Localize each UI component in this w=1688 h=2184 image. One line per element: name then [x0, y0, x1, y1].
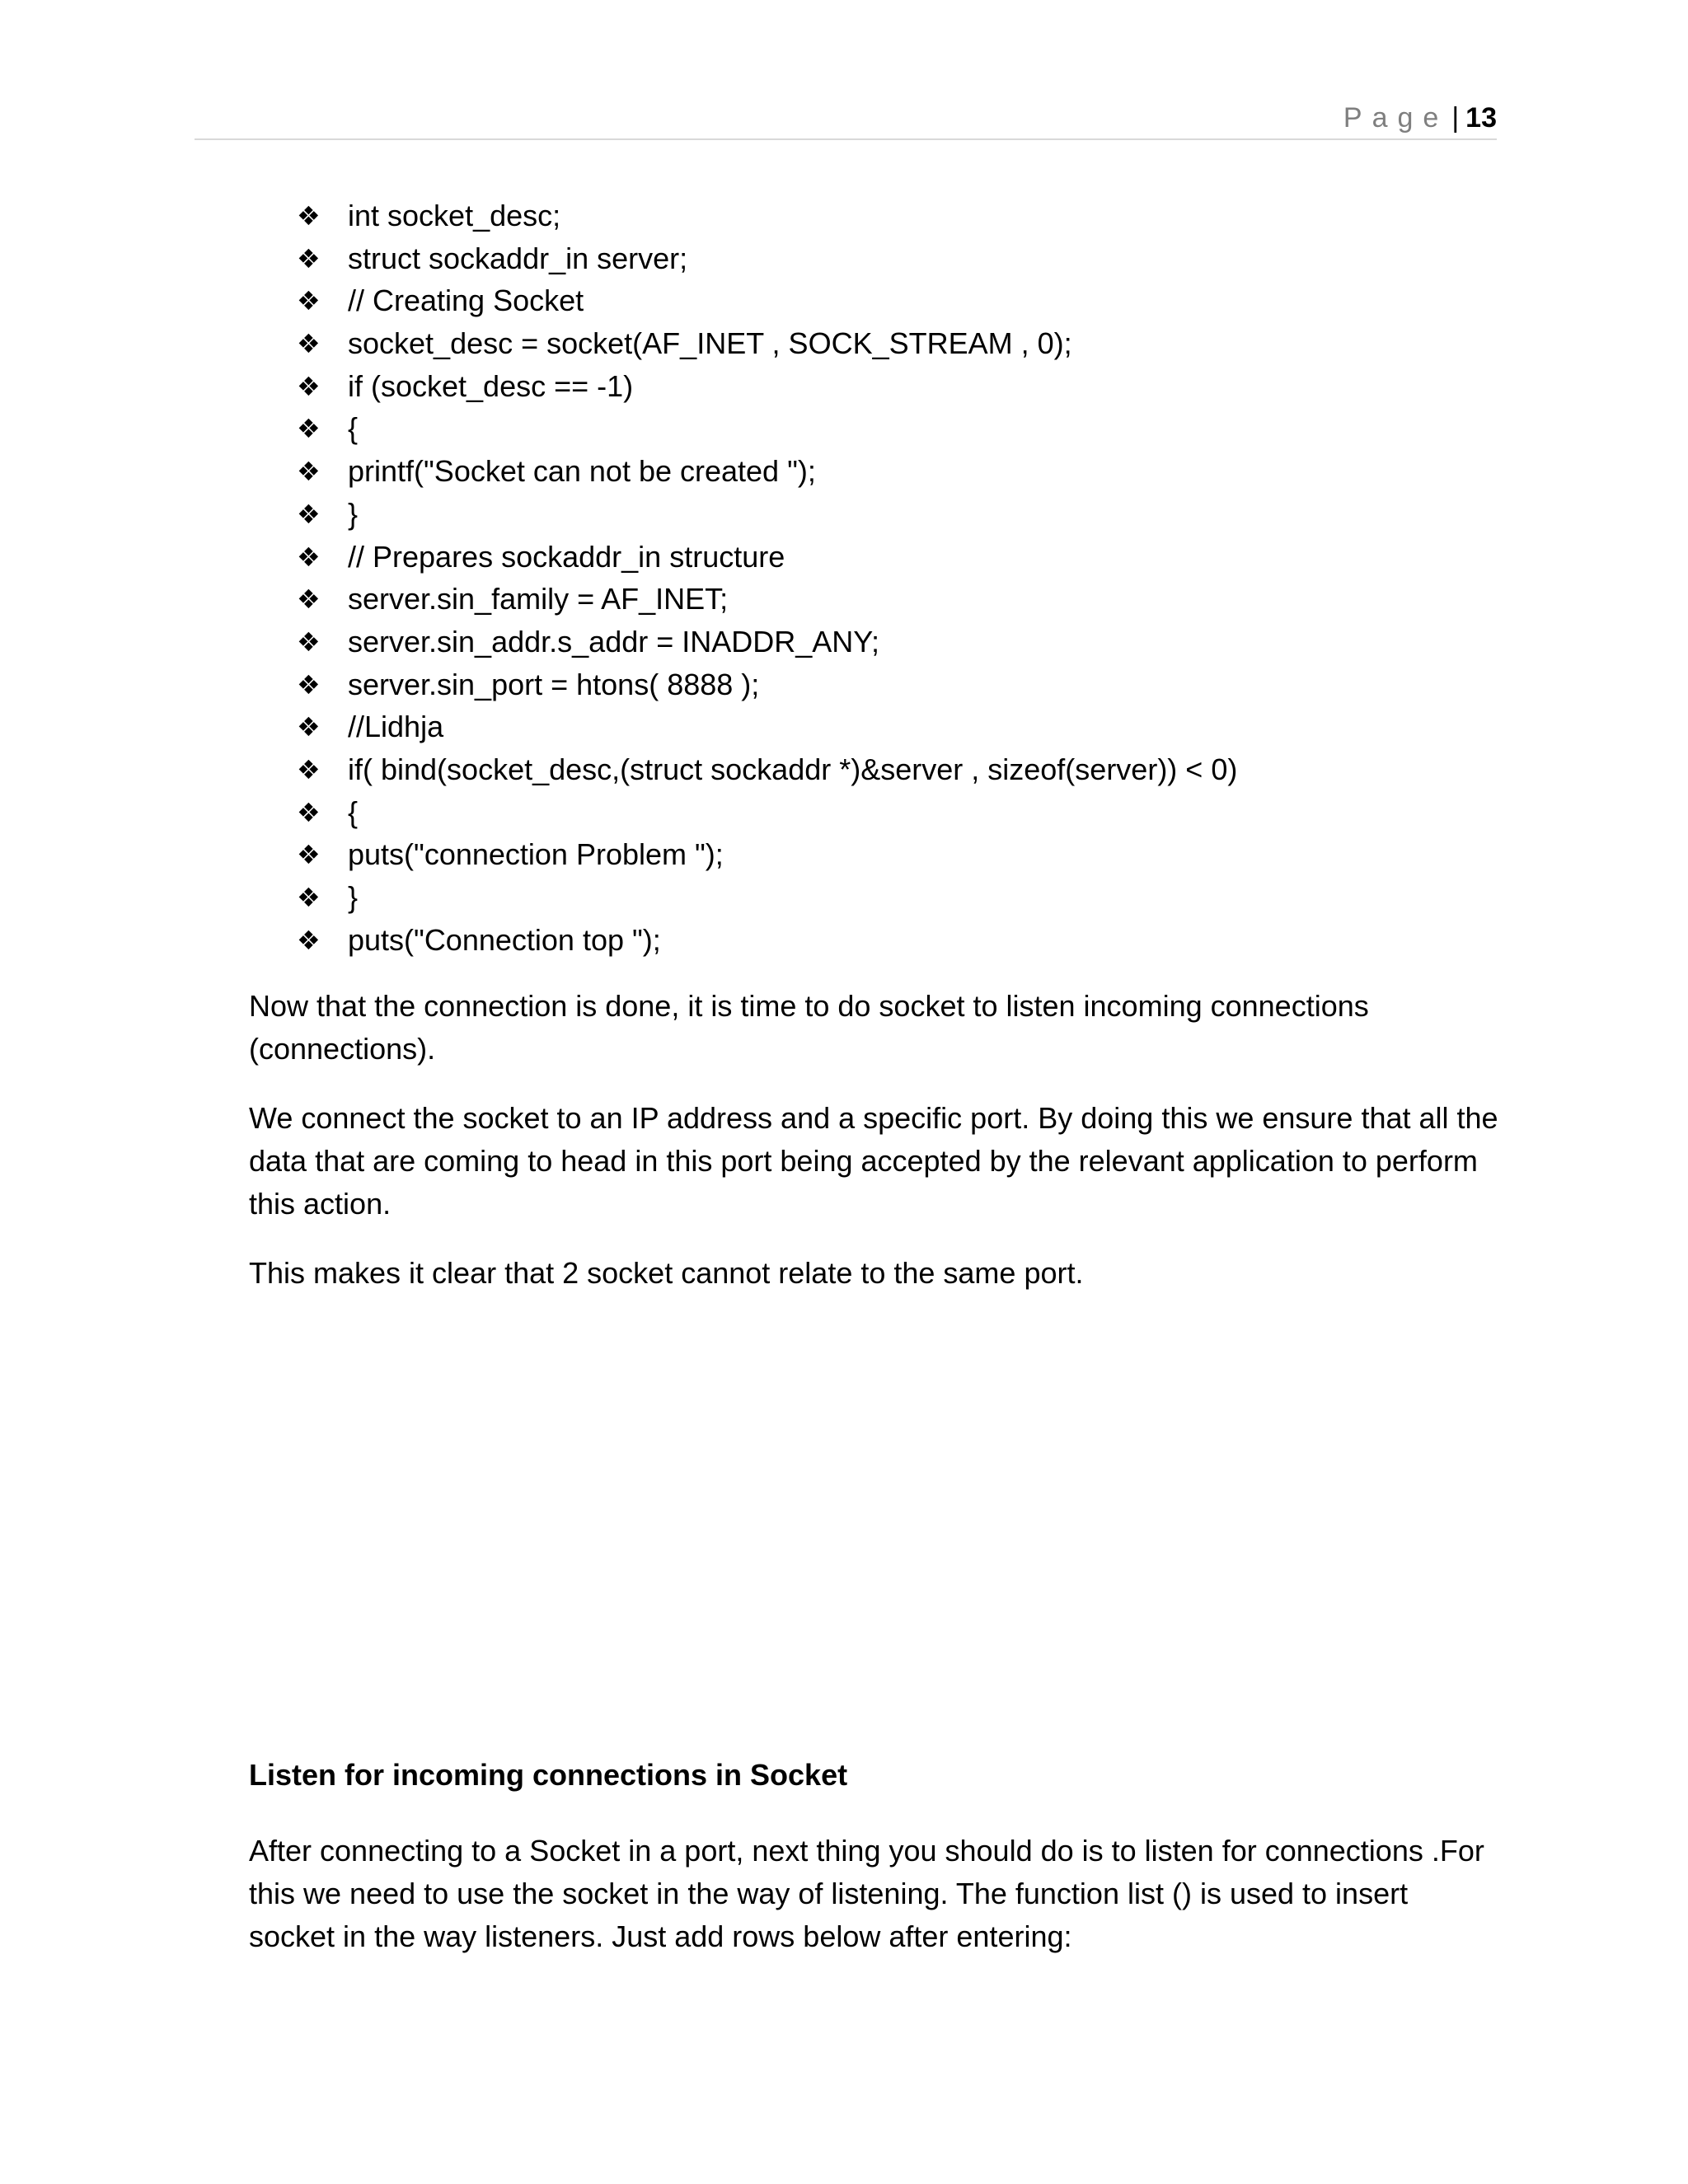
diamond-four-petal-icon: ❖: [297, 457, 321, 487]
code-bullet-item: [297, 663, 1237, 706]
page-number-label: [1343, 97, 1497, 138]
code-bullet-item: [297, 536, 1237, 579]
code-bullet-item: [297, 833, 1237, 876]
diamond-four-petal-icon: ❖: [297, 840, 321, 870]
code-line-text: puts("connection Problem ");: [348, 837, 724, 872]
paragraph-ip-port: We connect the socket to an IP address and a specific port. By doing this we ensure that all the data that are coming to head in this port being accepted by the relevant application to perform this action.: [249, 1101, 1498, 1221]
diamond-four-petal-icon: ❖: [297, 201, 321, 231]
diamond-four-petal-icon: ❖: [297, 754, 321, 785]
diamond-four-petal-icon: ❖: [297, 243, 321, 274]
code-bullet-item: [297, 279, 1237, 322]
code-line-text: }: [348, 880, 359, 914]
paragraph-same-port: This makes it clear that 2 socket cannot relate to the same port.: [249, 1256, 1084, 1290]
code-bullet-list: [297, 194, 1237, 961]
code-line-text: if( bind(socket_desc,(struct sockaddr *)&server , sizeof(server)) < 0): [348, 752, 1238, 786]
code-line-text: int socket_desc;: [348, 199, 561, 232]
code-line-text: {: [348, 794, 359, 829]
code-bullet-item: [297, 578, 1237, 621]
diamond-four-petal-icon: ❖: [297, 883, 321, 912]
page-number: 13: [1465, 102, 1497, 134]
section-heading: Listen for incoming connections in Socket: [249, 1758, 848, 1792]
code-bullet-item: [297, 237, 1237, 280]
diamond-four-petal-icon: ❖: [297, 584, 321, 615]
diamond-four-petal-icon: ❖: [297, 626, 321, 657]
diamond-four-petal-icon: ❖: [297, 499, 321, 529]
paragraph-connection-done: Now that the connection is done, it is time to do socket to listen incoming connections (connections).: [249, 989, 1369, 1066]
code-line-text: // Prepares sockaddr_in structure: [348, 539, 785, 574]
code-bullet-item: [297, 407, 1237, 450]
page-word: Page: [1343, 102, 1449, 134]
code-line-text: printf("Socket can not be created ");: [348, 454, 816, 489]
diamond-four-petal-icon: ❖: [297, 414, 321, 444]
code-line-text: server.sin_port = htons( 8888 );: [348, 667, 760, 701]
diamond-four-petal-icon: ❖: [297, 286, 321, 316]
code-line-text: server.sin_family = AF_INET;: [348, 582, 729, 616]
diamond-four-petal-icon: ❖: [297, 797, 321, 827]
code-line-text: if (socket_desc == -1): [348, 368, 634, 403]
diamond-four-petal-icon: ❖: [297, 669, 321, 700]
code-bullet-item: [297, 919, 1237, 962]
code-bullet-item: [297, 748, 1237, 791]
code-line-text: }: [348, 496, 359, 531]
diamond-four-petal-icon: ❖: [297, 371, 321, 401]
paragraph-listen: After connecting to a Socket in a port, next thing you should do is to listen for connections .For this we need to use the socket in the way of listening. The function list () is used to insert socket in the way listeners. Just add rows below after entering:: [249, 1834, 1484, 1953]
code-line-text: puts("Connection top ");: [348, 922, 661, 957]
diamond-four-petal-icon: ❖: [297, 925, 321, 955]
code-line-text: //Lidhja: [348, 710, 444, 744]
code-bullet-item: [297, 365, 1237, 408]
diamond-four-petal-icon: ❖: [297, 712, 321, 743]
code-line-text: struct sockaddr_in server;: [348, 241, 688, 275]
diamond-four-petal-icon: ❖: [297, 541, 321, 572]
code-bullet-item: [297, 705, 1237, 748]
code-bullet-item: [297, 876, 1237, 919]
code-bullet-item: [297, 493, 1237, 536]
code-bullet-item: [297, 194, 1237, 237]
code-bullet-item: [297, 322, 1237, 365]
page-header: [195, 97, 1497, 140]
code-line-text: // Creating Socket: [348, 284, 584, 318]
code-bullet-item: [297, 621, 1237, 663]
code-bullet-item: [297, 450, 1237, 493]
code-line-text: {: [348, 411, 359, 446]
diamond-four-petal-icon: ❖: [297, 329, 321, 359]
page-separator: |: [1451, 102, 1460, 134]
code-line-text: server.sin_addr.s_addr = INADDR_ANY;: [348, 624, 879, 658]
code-bullet-item: [297, 791, 1237, 834]
code-line-text: socket_desc = socket(AF_INET , SOCK_STREAM , 0);: [348, 326, 1072, 361]
